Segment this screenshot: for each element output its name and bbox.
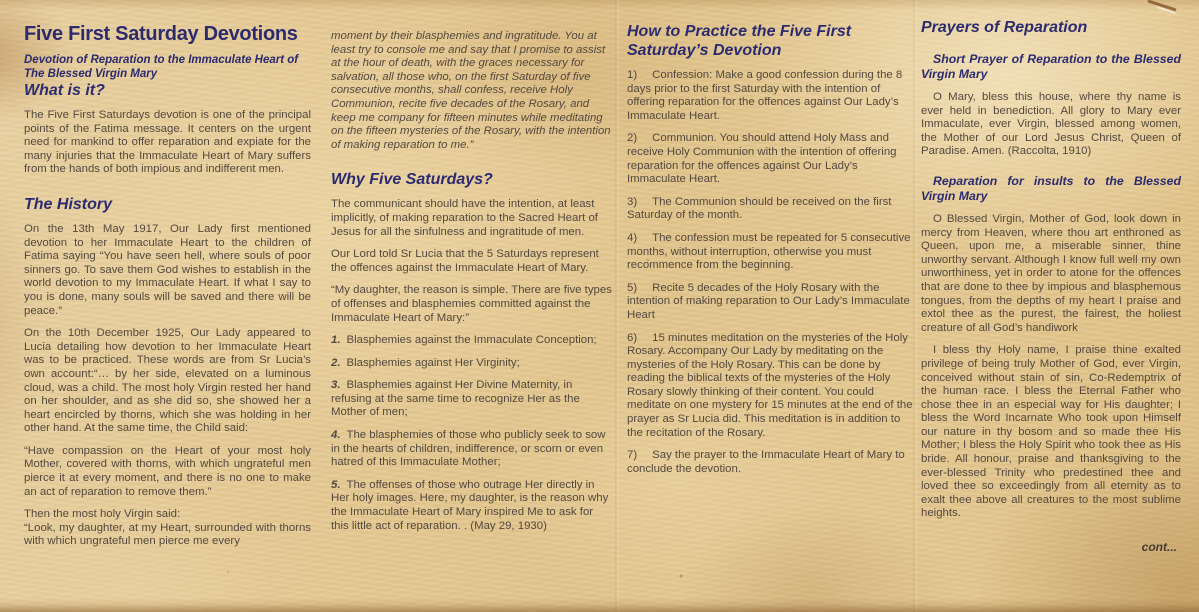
list-number: 7) — [627, 449, 638, 462]
list-item: 3) The Communion should be received on the first Saturday of the month. — [627, 195, 892, 222]
column-1 — [24, 22, 311, 549]
paragraph: “Look, my daughter, at my Heart, surrounded with thorns with which ungrateful men pierce me every — [24, 521, 311, 548]
section-heading-how-to-practice: How to Practice the Five First Saturday’s Devotion — [627, 23, 852, 59]
list-number: 1) — [627, 69, 638, 81]
section-heading-what-is-it: What is it? — [24, 82, 105, 99]
paragraph: The Five First Saturdays devotion is one of the principal points of the Fatima message. It centers on the urgent need for mankind to offer reparation and expiate for the many injuries that the Immaculate Heart of Mary suffers from the hands of both impious and indifferent men. — [24, 109, 311, 176]
paragraph: “Have compassion on the Heart of your most holy Mother, covered with thorns, with which ungrateful men pierce it at every moment, and there is no one to make an act of reparation to remove them.” — [24, 444, 311, 498]
paragraph: On the 13th May 1917, Our Lady first mentioned devotion to her Immaculate Heart to the children of Fatima saying “You have seen hell, where souls of poor sinners go. To save them God wishes to establish in the world devotion to my Immaculate Heart. If what I say to you is done, many souls will be saved and there will be peace.” — [24, 222, 311, 317]
list-item: 2) Communion. You should attend Holy Mass and receive Holy Communion with the intention of offering reparation for the offences against Our Lady’s Immaculate Heart. — [627, 132, 897, 186]
list-item: 4) The confession must be repeated for 5 consecutive months, without interruption, otherwise you must recommence from the beginning. — [627, 231, 911, 272]
list-number: 2) — [627, 132, 638, 145]
list-item: 1) Confession: Make a good confession during the 8 days prior to the first Saturday with the intention of offering reparation for the offences against Our Lady’s Immaculate Heart. — [627, 69, 903, 122]
list-item: 1. Blasphemies against the Immaculate Conception; — [331, 334, 597, 347]
list-number: 1. — [331, 334, 341, 347]
list-number: 2. — [331, 356, 341, 369]
section-heading-history: The History — [24, 195, 113, 213]
pamphlet-subtitle: Devotion of Reparation to the Immaculate Heart of The Blessed Virgin Mary — [24, 54, 299, 80]
fold-crease — [913, 0, 917, 612]
paragraph: O Mary, bless this house, where thy name is ever held in benediction. All glory to Mary ever Immaculate, ever Virgin, blessed among women, the Mother of our Lord Jesus Christ, Queen of Paradise. Amen. (Raccolta, 1910) — [921, 91, 1181, 158]
column-2 — [331, 30, 612, 533]
paragraph: moment by their blasphemies and ingratitude. You at least try to console me and say that I promise to assist at the hour of death, with the graces necessary for salvation, all those who, on the first Saturday of five consecutive months, shall confess, receive Holy Communion, recite five decades of the Rosary, and keep me company for fifteen minutes while meditating on the fifteen mysteries of the Rosary, with the intention of making reparation to me.” — [331, 30, 611, 151]
paragraph: O Blessed Virgin, Mother of God, look down in mercy from Heaven, where thou art enthroned as Queen, upon me, a miserable sinner, thine unworthy servant. Although I know full well my own unworthiness, yet in order to atone for the offences that are done to thee by impious and blasphemous tongues, from the depths of my heart I praise and extol thee as the purest, the fairest, the holiest creature of all God’s handiwork — [921, 212, 1181, 334]
paragraph: The communicant should have the intention, at least implicitly, of making reparation to the Sacred Heart of Jesus for all the sinfulness and ingratitude of men. — [331, 198, 598, 238]
list-number: 4) — [627, 231, 638, 244]
paper-scratch-mark — [1156, 6, 1176, 14]
section-heading-prayers: Prayers of Reparation — [921, 19, 1088, 36]
paper-scratch-mark — [1147, 0, 1176, 12]
list-number: 5. — [331, 478, 341, 491]
prayer-heading-reparation-insults: Reparation for insults to the Blessed Virgin Mary — [921, 173, 1181, 203]
list-item: 5. The offenses of those who outrage Her directly in Her holy images. Here, my daughter, is the reason why the Immaculate Heart of Mary inspired Me to ask for this little act of reparation. . (May 29, 1930) — [331, 478, 609, 532]
column-3 — [627, 22, 913, 476]
list-number: 6) — [627, 331, 638, 344]
list-number: 5) — [627, 281, 638, 294]
list-item: 7) Say the prayer to the Immaculate Heart of Mary to conclude the devotion. — [627, 449, 905, 475]
paragraph: I bless thy Holy name, I praise thine exalted privilege of being truly Mother of God, ever Virgin, conceived without stain of sin, Co-Redemptrix of the human race. I bless the Eternal Father who chose thee in an especial way for His daughter; I bless the Word Incarnate Who took upon Himself our nature in thy bosom and so made thee His Mother; I bless the Holy Spirit who took thee as His bride. All honour, praise and thanksgiving to the ever-blessed Trinity who predestined thee and loved thee so exceedingly from all eternity as to exalt thee above all creatures to the most sublime heights. — [921, 344, 1181, 520]
paragraph: “My daughter, the reason is simple. There are five types of offenses and blasphemies committed against the Immaculate Heart of Mary:” — [331, 284, 612, 324]
list-number: 4. — [331, 429, 341, 442]
list-item: 6) 15 minutes meditation on the mysteries of the Holy Rosary. Accompany Our Lady by meditating on the mysteries of the Holy Rosary. This can be done by reading the biblical texts of the mysteries of the Holy Rosary slowly thinking of their content. You could meditate on one mystery for 15 minutes at the end of the prayer as Sr Lucia did. This meditation is in addition to the recitation of the Rosary. — [627, 331, 913, 439]
column-4 — [921, 18, 1181, 555]
list-number: 3) — [627, 195, 638, 208]
pamphlet-title: Five First Saturday Devotions — [24, 23, 298, 45]
continuation-marker: cont... — [1141, 540, 1177, 555]
list-number: 3. — [331, 379, 341, 392]
fold-crease — [615, 0, 619, 612]
list-item: 3. Blasphemies against Her Divine Maternity, in refusing at the same time to recognize Her as the Mother of men; — [331, 379, 580, 419]
paragraph: On the 10th December 1925, Our Lady appeared to Lucia detailing how devotion to her Immaculate Heart was to be practiced. These words are from Sr Lucia’s own account:“… by her side, elevated on a luminous cloud, was a child. The most holy Virgin rested her hand on her shoulder, and as she did so, she showed her a heart encircled by thorns, which she was holding in her other hand. At the same time, the Child said: — [24, 327, 311, 435]
list-item: 2. Blasphemies against Her Virginity; — [331, 356, 520, 369]
paragraph: Our Lord told Sr Lucia that the 5 Saturdays represent the offences against the Immaculate Heart of Mary. — [331, 248, 599, 274]
section-heading-why-five: Why Five Saturdays? — [331, 171, 493, 189]
list-item: 5) Recite 5 decades of the Holy Rosary with the intention of making reparation to Our Lady’s Immaculate Heart — [627, 281, 910, 321]
paragraph: Then the most holy Virgin said: — [24, 508, 181, 521]
prayer-heading-short-prayer: Short Prayer of Reparation to the Blessed Virgin Mary — [921, 52, 1181, 81]
list-item: 4. The blasphemies of those who publicly seek to sow in the hearts of children, indifference, or scorn or even hatred of this Immaculate Mother; — [331, 429, 606, 469]
